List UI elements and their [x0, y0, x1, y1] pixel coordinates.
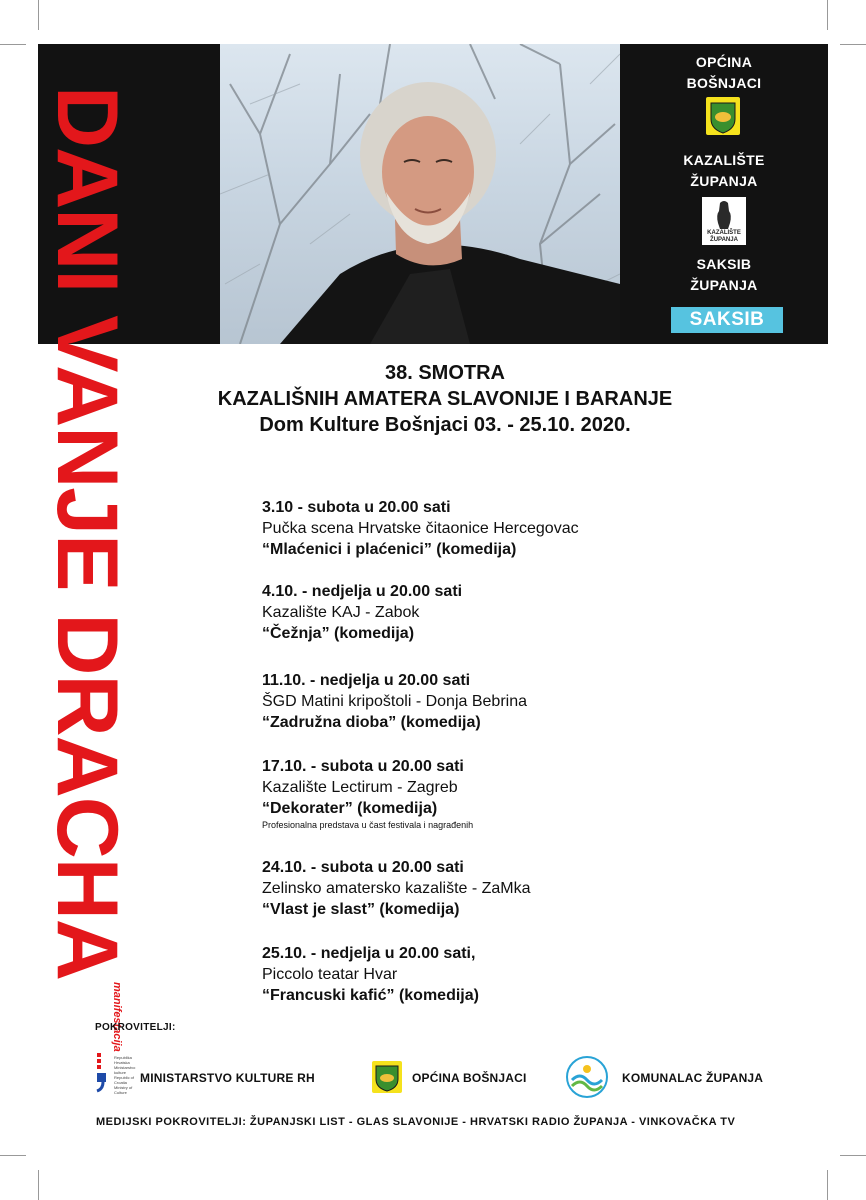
pokrovitelji-label: POKROVITELJI: [95, 1022, 176, 1033]
opcina-coat-of-arms-icon [372, 1061, 402, 1093]
top-sponsors [620, 44, 828, 344]
saksib-logo: SAKSIB [671, 307, 783, 333]
header-line-3: Dom Kulture Bošnjaci 03. - 25.10. 2020. [259, 414, 631, 436]
ministry-label: MINISTARSTVO KULTURE RH [140, 1071, 315, 1085]
crop-mark [0, 1155, 26, 1156]
opcina-bosnjaci-label: OPĆINA BOŠNJACI [686, 54, 762, 91]
header-line-2: KAZALIŠNIH AMATERA SLAVONIJE I BARANJE [217, 388, 673, 410]
event-item: 24.10. - subota u 20.00 sati Zelinsko amatersko kazalište - ZaMka “Vlast je slast” (komedija) [262, 859, 531, 918]
portrait-photo [220, 44, 620, 344]
opcina-bosnjaci-sponsor-label: OPĆINA BOŠNJACI [412, 1071, 527, 1085]
event-item: 3.10 - subota u 20.00 sati Pučka scena Hrvatske čitaonice Hercegovac “Mlaćenici i plaćenici” (komedija) [262, 499, 579, 558]
event-item: 17.10. - subota u 20.00 sati Kazalište Lectirum - Zagreb “Dekorater” (komedija) Profesionalna predstava u čast festivala i nagrađenih [262, 758, 474, 830]
event-item: 25.10. - nedjelja u 20.00 sati, Piccolo teatar Hvar “Francuski kafić” (komedija) [262, 945, 479, 1004]
ministry-logo-text: Republika Hrvatska Ministarstvo kulture Republic of Croatia Ministry of Culture [114, 1055, 136, 1095]
komunalac-label: KOMUNALAC ŽUPANJA [622, 1071, 764, 1085]
komunalac-logo-icon [566, 1056, 608, 1098]
kazaliste-logo-icon: KAZALIŠTE ŽUPANJA [702, 197, 746, 245]
festival-header [150, 360, 740, 438]
opcina-coat-of-arms-icon [706, 97, 740, 135]
crop-mark [38, 0, 39, 30]
crop-mark [0, 44, 26, 45]
crop-mark [840, 1155, 866, 1156]
crop-mark [827, 0, 828, 30]
header-line-1: 38. SMOTRA [384, 362, 506, 384]
vertical-title: DANI VANJE $DRACHA^{manifestacija}$ [39, 86, 135, 1052]
saksib-zupanja-label: SAKSIB ŽUPANJA [690, 256, 758, 293]
event-item: 4.10. - nedjelja u 20.00 sati Kazalište KAJ - Zabok “Čežnja” (komedija) [262, 583, 463, 642]
crop-mark [38, 1170, 39, 1200]
media-sponsors-line: MEDIJSKI POKROVITELJI: ŽUPANJSKI LIST - GLAS SLAVONIJE - HRVATSKI RADIO ŽUPANJA - VINKOVAČKA TV [96, 1116, 736, 1128]
ministry-logo-icon [95, 1053, 107, 1093]
crop-mark [827, 1170, 828, 1200]
crop-mark [840, 44, 866, 45]
event-item: 11.10. - nedjelja u 20.00 sati ŠGD Matini kripoštoli - Donja Bebrina “Zadružna dioba” (komedija) [262, 672, 527, 731]
kazaliste-zupanja-label: KAZALIŠTE ŽUPANJA [683, 152, 765, 189]
vertical-title-small: manifestacija [111, 982, 123, 1052]
